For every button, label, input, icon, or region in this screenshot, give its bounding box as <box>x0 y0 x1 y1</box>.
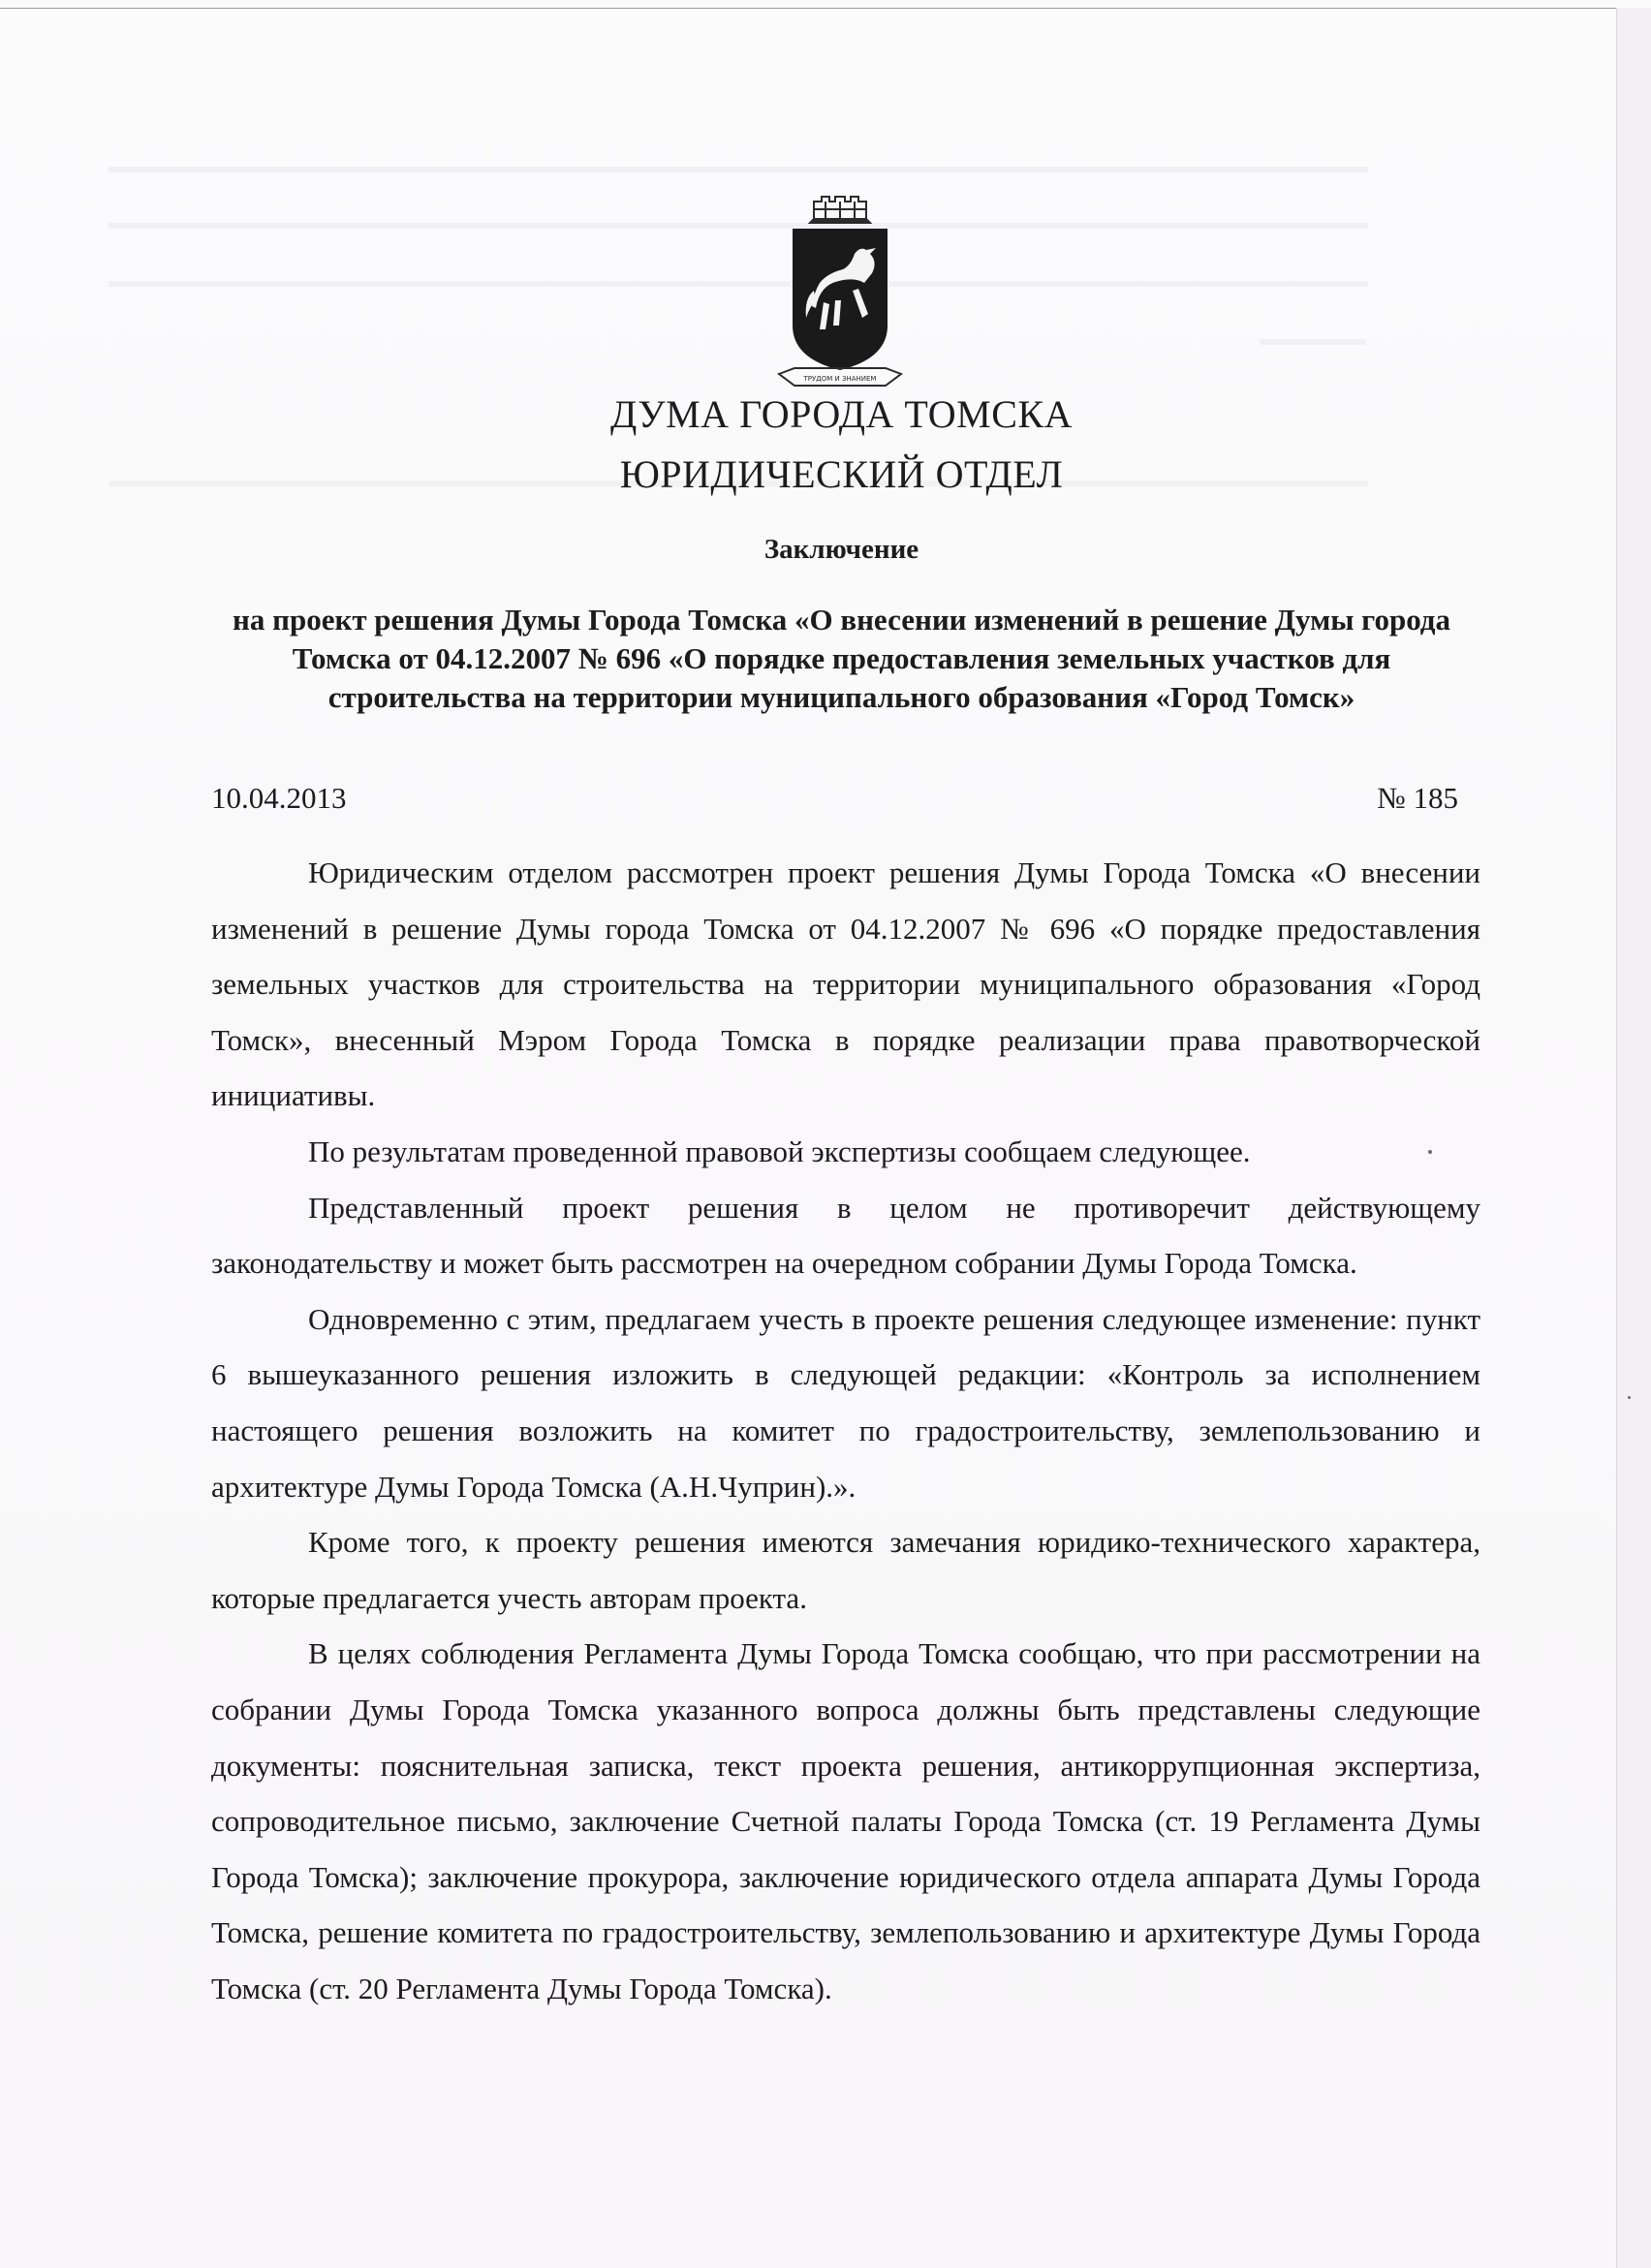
emblem-motto: ТРУДОМ И ЗНАНИЕМ <box>803 375 877 383</box>
document-type-title: Заключение <box>763 534 919 565</box>
document-body <box>211 845 1480 2016</box>
body-paragraph: Юридическим отделом рассмотрен проект решения Думы Города Томска «О внесении изменений в решение Думы города Томска от 04.12.2007 № 696 «О порядке предоставления земельных участков для строительства на территории муниципального образования «Город Томск», внесенный Мэром Города Томска в порядке реализации права правотворческой инициативы. <box>211 855 1480 1113</box>
organization-name: ДУМА ГОРОДА ТОМСКА <box>610 392 1073 436</box>
tomsk-coat-of-arms-icon <box>765 194 915 397</box>
scan-edge-right <box>1616 8 1651 2268</box>
body-paragraph: Одновременно с этим, предлагаем учесть в проекте решения следующее изменение: пункт 6 вышеуказанного решения изложить в следующей редакции: «Контроль за исполнением настоящего решения возложить на комитет по градостроительству, землепользованию и архитектуре Думы Города Томска (А.Н.Чуприн).». <box>211 1301 1480 1504</box>
body-paragraph: В целях соблюдения Регламента Думы Города Томска сообщаю, что при рассмотрении на собрании Думы Города Томска указанного вопроса должны быть представлены следующие документы: пояснительная записка, текст проекта решения, антикоррупционная экспертиза, сопроводительное письмо, заключение Счетной палаты Города Томска (ст. 19 Регламента Думы Города Томска); заключение прокурора, заключение юридического отдела аппарата Думы Города Томска, решение комитета по градостроительству, землепользованию и архитектуре Думы Города Томска (ст. 20 Регламента Думы Города Томска). <box>211 1636 1480 2005</box>
document-subject: на проект решения Думы Города Томска «О внесении изменений в решение Думы города Томска от 04.12.2007 № 696 «О порядке предоставления земельных участков для строительства на территории муниципального образования «Город Томск» <box>233 603 1450 714</box>
body-paragraph: Представленный проект решения в целом не противоречит действующему законодательству и может быть рассмотрен на очередном собрании Думы Города Томска. <box>211 1190 1480 1281</box>
body-paragraph: По результатам проведенной правовой экспертизы сообщаем следующее. <box>308 1134 1251 1168</box>
scan-edge-top <box>0 0 1616 9</box>
body-paragraph: Кроме того, к проекту решения имеются замечания юридико-технического характера, которые предлагается учесть авторам проекта. <box>211 1525 1480 1615</box>
document-number: № 185 <box>1377 781 1458 815</box>
document-date: 10.04.2013 <box>211 781 347 815</box>
scan-speck <box>1628 1396 1631 1399</box>
department-name: ЮРИДИЧЕСКИЙ ОТДЕЛ <box>619 452 1064 496</box>
scan-speck <box>1428 1150 1432 1154</box>
